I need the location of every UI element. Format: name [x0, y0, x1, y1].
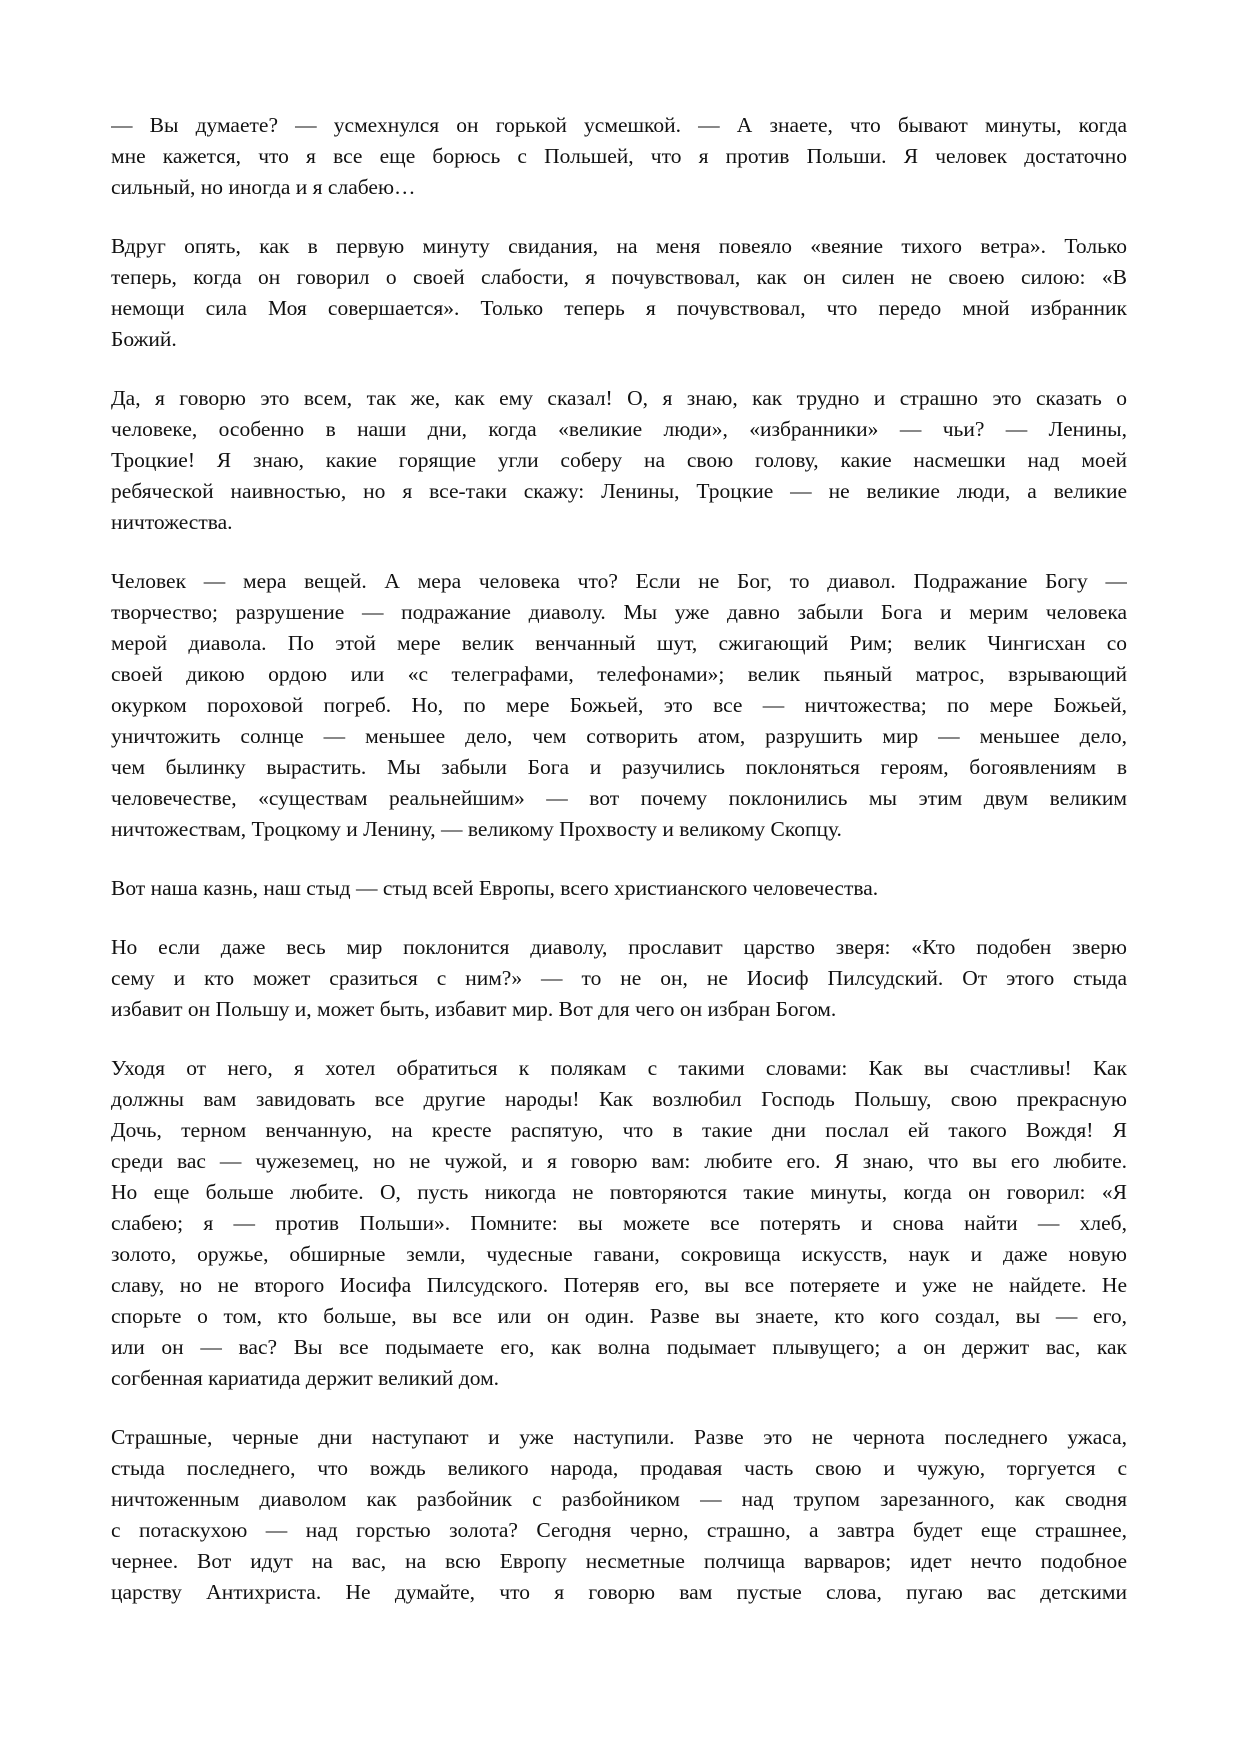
text-line: ничтоженным диаволом как разбойник с разбойником — над трупом зарезанного, как сводня: [111, 1487, 1127, 1511]
text-line: человечестве, «существам реальнейшим» — вот почему поклонились мы этим двум великим: [111, 786, 1127, 810]
text-line: немощи сила Моя совершается». Только теперь я почувствовал, что передо мной избранник: [111, 296, 1127, 320]
text-line: Вдруг опять, как в первую минуту свидания, на меня повеяло «веяние тихого ветра». Только: [111, 234, 1127, 258]
text-line: творчество; разрушение — подражание диаволу. Мы уже давно забыли Бога и мерим человека: [111, 600, 1127, 624]
text-line: чернее. Вот идут на вас, на всю Европу несметные полчища варваров; идет нечто подобное: [111, 1549, 1127, 1573]
paragraph-1: [111, 110, 1127, 203]
document-page: [111, 110, 1127, 1636]
text-line: Уходя от него, я хотел обратиться к полякам с такими словами: Как вы счастливы! Как: [111, 1056, 1127, 1080]
text-line: Дочь, терном венчанную, на кресте распятую, что в такие дни послал ей такого Вождя! Я: [111, 1118, 1127, 1142]
text-line: ничтожествам, Троцкому и Ленину, — великому Прохвосту и великому Скопцу.: [111, 817, 842, 841]
text-line: среди вас — чужеземец, но не чужой, и я говорю вам: любите его. Я знаю, что вы его любите.: [111, 1149, 1127, 1173]
text-line: должны вам завидовать все другие народы! Как возлюбил Господь Польшу, свою прекрасную: [111, 1087, 1127, 1111]
text-line: Но еще больше любите. О, пусть никогда не повторяются такие минуты, когда он говорил: «Я: [111, 1180, 1127, 1204]
paragraph-6: [111, 932, 1127, 1025]
text-line: Вот наша казнь, наш стыд — стыд всей Европы, всего христианского человечества.: [111, 876, 879, 900]
text-line: окурком пороховой погреб. Но, по мере Божьей, это все — ничтожества; по мере Божьей,: [111, 693, 1127, 717]
paragraph-7: [111, 1053, 1127, 1394]
paragraph-3: [111, 383, 1127, 538]
paragraph-2: [111, 231, 1127, 355]
text-line: славу, но не второго Иосифа Пилсудского. Потеряв его, вы все потеряете и уже не найдете. Не: [111, 1273, 1127, 1297]
paragraph-5: [111, 873, 1127, 904]
text-line: Да, я говорю это всем, так же, как ему сказал! О, я знаю, как трудно и страшно это сказать о: [111, 386, 1127, 410]
text-line: человеке, особенно в наши дни, когда «великие люди», «избранники» — чьи? — Ленины,: [111, 417, 1127, 441]
text-line: Страшные, черные дни наступают и уже наступили. Разве это не чернота последнего ужаса,: [111, 1425, 1127, 1449]
text-line: ребяческой наивностью, но я все-таки скажу: Ленины, Троцкие — не великие люди, а великие: [111, 479, 1127, 503]
text-line: сему и кто может сразиться с ним?» — то не он, не Иосиф Пилсудский. От этого стыда: [111, 966, 1127, 990]
text-line: мне кажется, что я все еще борюсь с Польшей, что я против Польши. Я человек достаточно: [111, 144, 1127, 168]
text-line: теперь, когда он говорил о своей слабости, я почувствовал, как он силен не своею силою: «В: [111, 265, 1127, 289]
text-line: уничтожить солнце — меньшее дело, чем сотворить атом, разрушить мир — меньшее дело,: [111, 724, 1127, 748]
text-line: своей дикою ордою или «с телеграфами, телефонами»; велик пьяный матрос, взрывающий: [111, 662, 1127, 686]
text-line: царству Антихриста. Не думайте, что я говорю вам пустые слова, пугаю вас детскими: [111, 1580, 1127, 1604]
text-line: избавит он Польшу и, может быть, избавит мир. Вот для чего он избран Богом.: [111, 997, 837, 1021]
text-line: Человек — мера вещей. А мера человека что? Если не Бог, то диавол. Подражание Богу —: [111, 569, 1127, 593]
paragraph-8: [111, 1422, 1127, 1608]
text-line: сильный, но иногда и я слабею…: [111, 175, 416, 199]
text-line: с потаскухою — над горстью золота? Сегодня черно, страшно, а завтра будет еще страшнее,: [111, 1518, 1127, 1542]
text-line: мерой диавола. По этой мере велик венчанный шут, сжигающий Рим; велик Чингисхан со: [111, 631, 1127, 655]
text-line: ничтожества.: [111, 510, 233, 534]
text-line: слабею; я — против Польши». Помните: вы можете все потерять и снова найти — хлеб,: [111, 1211, 1127, 1235]
text-line: Божий.: [111, 327, 177, 351]
text-line: золото, оружье, обширные земли, чудесные гавани, сокровища искусств, наук и даже новую: [111, 1242, 1127, 1266]
text-line: согбенная кариатида держит великий дом.: [111, 1366, 500, 1390]
text-line: спорьте о том, кто больше, вы все или он один. Разве вы знаете, кто кого создал, вы — его,: [111, 1304, 1127, 1328]
text-line: — Вы думаете? — усмехнулся он горькой усмешкой. — А знаете, что бывают минуты, когда: [111, 113, 1127, 137]
text-line: Троцкие! Я знаю, какие горящие угли соберу на свою голову, какие насмешки над моей: [111, 448, 1127, 472]
text-line: чем былинку вырастить. Мы забыли Бога и разучились поклоняться героям, богоявлениям в: [111, 755, 1127, 779]
text-line: стыда последнего, что вождь великого народа, продавая часть свою и чужую, торгуется с: [111, 1456, 1127, 1480]
text-line: или он — вас? Вы все подымаете его, как волна подымает плывущего; а он держит вас, как: [111, 1335, 1127, 1359]
paragraph-4: [111, 566, 1127, 845]
text-line: Но если даже весь мир поклонится диаволу, прославит царство зверя: «Кто подобен зверю: [111, 935, 1127, 959]
